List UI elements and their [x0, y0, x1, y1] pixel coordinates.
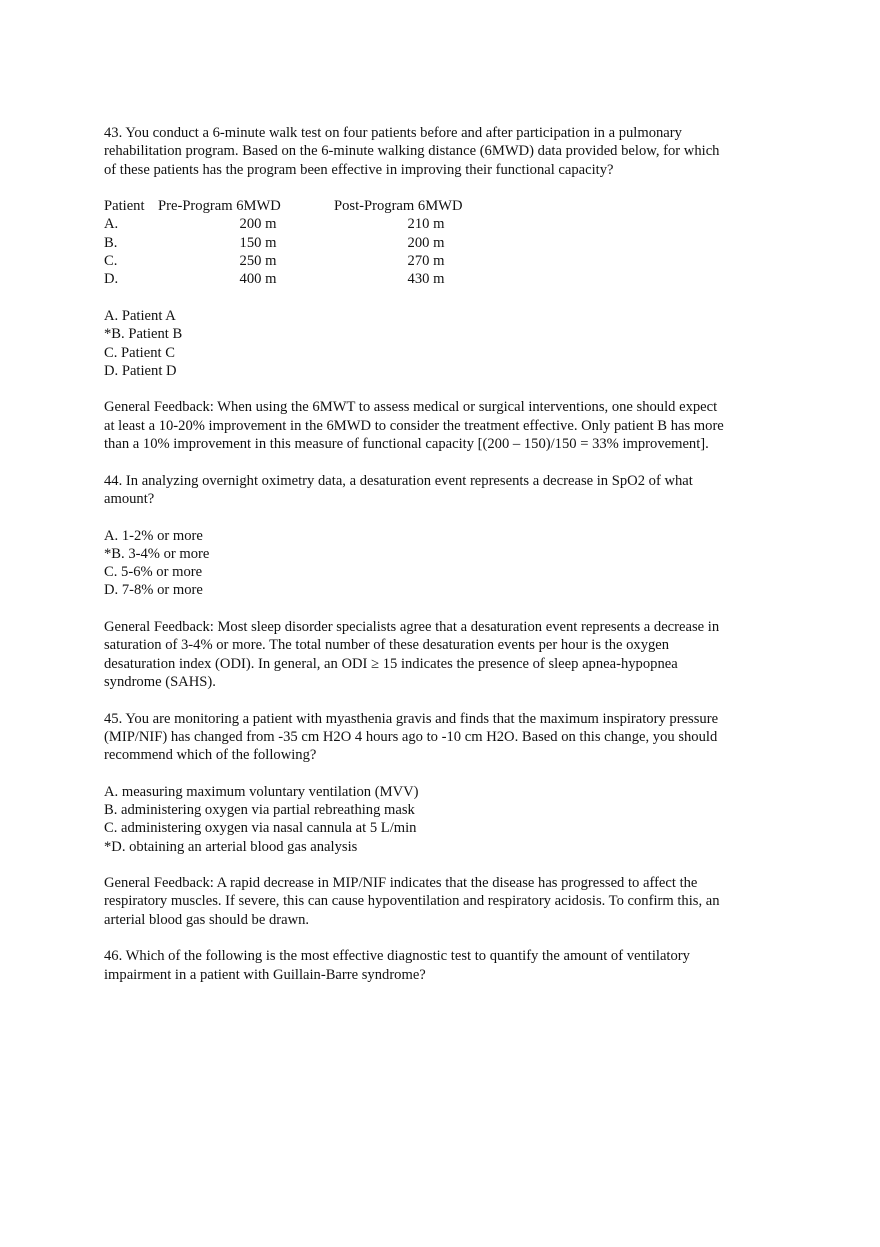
cell-pre: 400 m — [239, 271, 277, 288]
cell-post: 200 m — [407, 234, 445, 251]
stem-line: amount? — [104, 490, 155, 507]
answer-options — [104, 783, 804, 856]
blank-line — [104, 380, 804, 398]
stem-line: (MIP/NIF) has changed from -35 cm H2O 4 hours ago to -10 cm H2O. Based on this change, you should — [104, 728, 718, 745]
cell-post: 430 m — [407, 271, 445, 288]
answer-option: D. Patient D — [104, 362, 177, 379]
answer-option: *B. Patient B — [104, 326, 183, 343]
feedback-line: arterial blood gas should be drawn. — [104, 911, 310, 928]
stem-line: 45. You are monitoring a patient with myasthenia gravis and finds that the maximum inspiratory pressure — [104, 710, 719, 727]
general-feedback — [104, 398, 804, 453]
general-feedback — [104, 874, 804, 929]
feedback-line: General Feedback: Most sleep disorder specialists agree that a desaturation event represents a decrease in — [104, 619, 720, 636]
blank-line — [104, 600, 804, 618]
stem-line: rehabilitation program. Based on the 6-minute walking distance (6MWD) data provided below, for which — [104, 143, 720, 160]
question-stem — [104, 124, 804, 179]
answer-option: D. 7-8% or more — [104, 582, 203, 599]
answer-option: A. Patient A — [104, 307, 176, 324]
feedback-line: syndrome (SAHS). — [104, 673, 216, 690]
cell-post: 270 m — [407, 253, 445, 270]
stem-line: of these patients has the program been effective in improving their functional capacity? — [104, 161, 614, 178]
question-stem — [104, 947, 804, 984]
document-content — [104, 124, 804, 984]
answer-option: B. administering oxygen via partial rebreathing mask — [104, 801, 415, 818]
answer-option: *B. 3-4% or more — [104, 545, 210, 562]
question-stem — [104, 472, 804, 509]
cell-patient: B. — [104, 234, 118, 251]
answer-option: C. Patient C — [104, 344, 175, 361]
blank-line — [104, 289, 804, 307]
stem-line: 46. Which of the following is the most effective diagnostic test to quantify the amount of ventilatory — [104, 948, 690, 965]
blank-line — [104, 691, 804, 709]
header-post: Post-Program 6MWD — [334, 198, 463, 215]
stem-line: 44. In analyzing overnight oximetry data, a desaturation event represents a decrease in SpO2 of what — [104, 472, 693, 489]
header-pre: Pre-Program 6MWD — [158, 198, 281, 215]
blank-line — [104, 179, 804, 197]
cell-pre: 250 m — [239, 253, 277, 270]
answer-option: C. 5-6% or more — [104, 564, 203, 581]
table-header — [104, 197, 804, 215]
question-stem — [104, 710, 804, 765]
cell-patient: D. — [104, 271, 119, 288]
answer-options — [104, 527, 804, 600]
header-patient: Patient — [104, 198, 145, 215]
stem-line: impairment in a patient with Guillain-Barre syndrome? — [104, 966, 426, 983]
general-feedback — [104, 618, 804, 691]
table-row — [104, 234, 804, 252]
answer-option: A. 1-2% or more — [104, 527, 203, 544]
feedback-line: respiratory muscles. If severe, this can cause hypoventilation and respiratory acidosis. To confirm this, an — [104, 893, 720, 910]
cell-pre: 200 m — [239, 216, 277, 233]
cell-post: 210 m — [407, 216, 445, 233]
feedback-line: General Feedback: When using the 6MWT to assess medical or surgical interventions, one should expect — [104, 399, 718, 416]
cell-patient: C. — [104, 253, 118, 270]
stem-line: 43. You conduct a 6-minute walk test on four patients before and after participation in a pulmonary — [104, 125, 682, 141]
blank-line — [104, 764, 804, 782]
answer-option: C. administering oxygen via nasal cannula at 5 L/min — [104, 820, 417, 837]
answer-option: A. measuring maximum voluntary ventilation (MVV) — [104, 783, 419, 800]
data-table — [104, 197, 804, 288]
feedback-line: General Feedback: A rapid decrease in MIP/NIF indicates that the disease has progressed to affect the — [104, 875, 698, 892]
blank-line — [104, 929, 804, 947]
blank-line — [104, 856, 804, 874]
answer-option: *D. obtaining an arterial blood gas analysis — [104, 838, 358, 855]
stem-line: recommend which of the following? — [104, 747, 317, 764]
feedback-line: at least a 10-20% improvement in the 6MWD to consider the treatment effective. Only patient B has more — [104, 417, 724, 434]
feedback-line: saturation of 3-4% or more. The total number of these desaturation events per hour is the oxygen — [104, 637, 670, 654]
cell-patient: A. — [104, 216, 119, 233]
table-row — [104, 270, 804, 288]
feedback-line: than a 10% improvement in this measure of functional capacity [(200 – 150)/150 = 33% improvement]. — [104, 436, 709, 453]
blank-line — [104, 453, 804, 471]
cell-pre: 150 m — [239, 234, 277, 251]
feedback-line: desaturation index (ODI). In general, an ODI ≥ 15 indicates the presence of sleep apnea-hypopnea — [104, 655, 678, 672]
answer-options — [104, 307, 804, 380]
table-row — [104, 252, 804, 270]
table-row — [104, 215, 804, 233]
blank-line — [104, 508, 804, 526]
